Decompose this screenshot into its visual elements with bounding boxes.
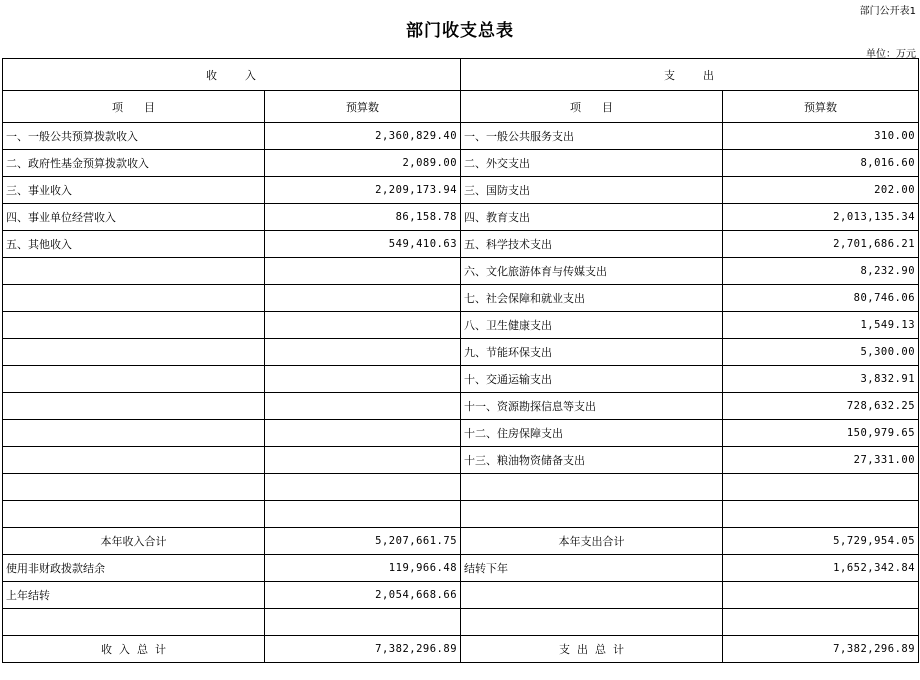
income-value-cell [265, 366, 461, 393]
expense-value-cell: 2,701,686.21 [723, 231, 919, 258]
expense-item-cell: 六、文化旅游体育与传媒支出 [461, 258, 723, 285]
income-value-cell: 5,207,661.75 [265, 528, 461, 555]
income-item-cell: 收 入 总 计 [3, 636, 265, 663]
income-value-cell: 2,360,829.40 [265, 123, 461, 150]
income-value-cell [265, 420, 461, 447]
expense-section-header: 支 出 [461, 59, 919, 91]
table-row [3, 528, 919, 555]
expense-value-cell: 27,331.00 [723, 447, 919, 474]
expense-value-cell: 2,013,135.34 [723, 204, 919, 231]
table-row [3, 555, 919, 582]
expense-value-cell: 1,549.13 [723, 312, 919, 339]
table-row [3, 177, 919, 204]
table-row [3, 609, 919, 636]
expense-item-cell: 十、交通运输支出 [461, 366, 723, 393]
unit-label: 单位：万元 [866, 49, 916, 60]
expense-item-cell: 九、节能环保支出 [461, 339, 723, 366]
income-value-cell: 119,966.48 [265, 555, 461, 582]
page-title: 部门收支总表 [406, 21, 514, 41]
income-value-cell [265, 447, 461, 474]
table-row [3, 204, 919, 231]
income-item-cell [3, 312, 265, 339]
expense-value-cell [723, 501, 919, 528]
table-row [3, 150, 919, 177]
table-row [3, 420, 919, 447]
income-item-cell [3, 609, 265, 636]
expense-item-cell: 十一、资源勘探信息等支出 [461, 393, 723, 420]
table-row [3, 231, 919, 258]
income-value-cell [265, 339, 461, 366]
expense-value-cell [723, 609, 919, 636]
income-budget-header: 预算数 [265, 91, 461, 123]
budget-table [2, 58, 919, 663]
income-item-cell [3, 420, 265, 447]
expense-item-cell: 支 出 总 计 [461, 636, 723, 663]
expense-item-header: 项 目 [461, 91, 723, 123]
income-value-cell [265, 285, 461, 312]
table-row [3, 312, 919, 339]
expense-value-cell: 5,300.00 [723, 339, 919, 366]
table-row [3, 123, 919, 150]
income-item-cell: 五、其他收入 [3, 231, 265, 258]
expense-value-cell: 1,652,342.84 [723, 555, 919, 582]
expense-item-cell [461, 609, 723, 636]
income-item-header: 项 目 [3, 91, 265, 123]
expense-item-cell: 十三、粮油物资储备支出 [461, 447, 723, 474]
expense-item-cell: 结转下年 [461, 555, 723, 582]
income-value-cell [265, 474, 461, 501]
table-row [3, 636, 919, 663]
income-value-cell: 86,158.78 [265, 204, 461, 231]
income-section-header: 收 入 [3, 59, 461, 91]
table-code-label: 部门公开表1 [859, 6, 916, 17]
expense-item-cell: 七、社会保障和就业支出 [461, 285, 723, 312]
income-value-cell [265, 501, 461, 528]
income-value-cell: 549,410.63 [265, 231, 461, 258]
table-row [3, 339, 919, 366]
table-row [3, 366, 919, 393]
income-value-cell [265, 609, 461, 636]
expense-item-cell: 二、外交支出 [461, 150, 723, 177]
expense-value-cell: 150,979.65 [723, 420, 919, 447]
expense-item-cell: 四、教育支出 [461, 204, 723, 231]
expense-item-cell: 本年支出合计 [461, 528, 723, 555]
income-item-cell: 使用非财政拨款结余 [3, 555, 265, 582]
income-value-cell [265, 312, 461, 339]
expense-value-cell: 8,016.60 [723, 150, 919, 177]
income-item-cell: 上年结转 [3, 582, 265, 609]
expense-item-cell [461, 474, 723, 501]
expense-item-cell: 三、国防支出 [461, 177, 723, 204]
table-row [3, 285, 919, 312]
expense-value-cell: 202.00 [723, 177, 919, 204]
expense-value-cell: 80,746.06 [723, 285, 919, 312]
expense-value-cell [723, 474, 919, 501]
expense-item-cell [461, 582, 723, 609]
expense-value-cell: 3,832.91 [723, 366, 919, 393]
expense-value-cell: 5,729,954.05 [723, 528, 919, 555]
expense-item-cell: 十二、住房保障支出 [461, 420, 723, 447]
income-item-cell: 四、事业单位经营收入 [3, 204, 265, 231]
expense-budget-header: 预算数 [723, 91, 919, 123]
table-row [3, 582, 919, 609]
table-row [3, 393, 919, 420]
expense-value-cell: 310.00 [723, 123, 919, 150]
expense-value-cell [723, 582, 919, 609]
income-item-cell [3, 366, 265, 393]
income-value-cell: 2,054,668.66 [265, 582, 461, 609]
expense-item-cell: 一、一般公共服务支出 [461, 123, 723, 150]
income-item-cell [3, 393, 265, 420]
income-value-cell: 2,089.00 [265, 150, 461, 177]
income-value-cell [265, 258, 461, 285]
income-item-cell [3, 447, 265, 474]
income-value-cell: 2,209,173.94 [265, 177, 461, 204]
income-item-cell: 一、一般公共预算拨款收入 [3, 123, 265, 150]
income-item-cell: 本年收入合计 [3, 528, 265, 555]
table-row [3, 501, 919, 528]
income-item-cell: 三、事业收入 [3, 177, 265, 204]
income-value-cell: 7,382,296.89 [265, 636, 461, 663]
table-row [3, 447, 919, 474]
income-item-cell [3, 258, 265, 285]
expense-value-cell: 8,232.90 [723, 258, 919, 285]
income-item-cell [3, 501, 265, 528]
income-item-cell [3, 285, 265, 312]
expense-item-cell: 八、卫生健康支出 [461, 312, 723, 339]
expense-value-cell: 7,382,296.89 [723, 636, 919, 663]
income-value-cell [265, 393, 461, 420]
expense-item-cell [461, 501, 723, 528]
table-row [3, 474, 919, 501]
income-item-cell [3, 474, 265, 501]
expense-value-cell: 728,632.25 [723, 393, 919, 420]
income-item-cell [3, 339, 265, 366]
column-header-row [3, 91, 919, 123]
income-item-cell: 二、政府性基金预算拨款收入 [3, 150, 265, 177]
section-header-row [3, 59, 919, 91]
expense-item-cell: 五、科学技术支出 [461, 231, 723, 258]
table-row [3, 258, 919, 285]
